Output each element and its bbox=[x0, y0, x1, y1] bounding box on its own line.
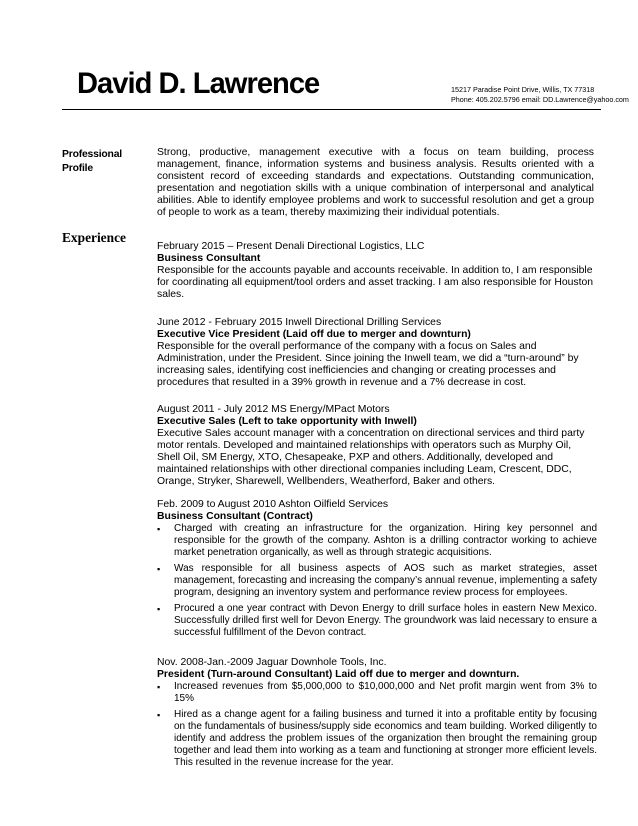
job-entry-denali bbox=[157, 241, 597, 301]
list-item bbox=[157, 563, 597, 599]
resume-name: David D. Lawrence bbox=[77, 67, 320, 100]
job-title: Business Consultant (Contract) bbox=[157, 511, 313, 522]
bullet-icon: ▪ bbox=[157, 710, 161, 720]
job-dates: Nov. 2008-Jan.-2009 Jaguar Downhole Tools, Inc. bbox=[157, 657, 387, 668]
section-label-profile-line2: Profile bbox=[62, 163, 93, 174]
job-entry-jaguar bbox=[157, 657, 597, 773]
bullet-text: Was responsible for all business aspects of AOS such as market strategies, asset management, forecasting and increasing the company’s annual revenue, implementing a safety program, designing an inventory system and performance review process for employees. bbox=[174, 563, 597, 598]
job-bullet-list bbox=[157, 681, 597, 769]
contact-phone-email: Phone: 405.202.5796 email: DD.Lawrence@yahoo.com bbox=[451, 94, 629, 104]
job-dates: June 2012 - February 2015 Inwell Directional Drilling Services bbox=[157, 317, 442, 328]
job-title: Business Consultant bbox=[157, 253, 261, 264]
bullet-icon: ▪ bbox=[157, 524, 161, 534]
list-item bbox=[157, 681, 597, 705]
job-title: President (Turn-around Consultant) Laid off due to merger and downturn. bbox=[157, 669, 520, 680]
job-title: Executive Vice President (Laid off due to merger and downturn) bbox=[157, 329, 471, 340]
header-divider bbox=[62, 109, 601, 110]
job-title: Executive Sales (Left to take opportunity with Inwell) bbox=[157, 416, 417, 427]
list-item bbox=[157, 603, 597, 639]
list-item bbox=[157, 709, 597, 769]
job-dates: Feb. 2009 to August 2010 Ashton Oilfield Services bbox=[157, 499, 389, 510]
bullet-text: Charged with creating an infrastructure for the organization. Hiring key personnel and responsible for the growth of the company. Ashton is a drilling contractor working to achieve market penetration organically, as well as through strategic acquisitions. bbox=[174, 523, 597, 558]
bullet-icon: ▪ bbox=[157, 564, 161, 574]
job-dates: February 2015 – Present Denali Directional Logistics, LLC bbox=[157, 241, 425, 252]
list-item bbox=[157, 523, 597, 559]
job-entry-ms-energy bbox=[157, 404, 597, 488]
job-description: Responsible for the accounts payable and accounts receivable. In addition to, I am responsible for coordinating all equipment/tool orders and asset tracking. I am also responsible for Houston sales. bbox=[157, 265, 594, 300]
job-entry-inwell bbox=[157, 317, 597, 389]
bullet-icon: ▪ bbox=[157, 682, 161, 692]
profile-summary: Strong, productive, management executive with a focus on team building, process management, finance, information systems and business analysis. Results oriented with a consistent record of exceeding standards and expectations. Outstanding communication, presentation and negotiation skills with a unique combination of interpersonal and analytical abilities. Able to identify employee problems and work to successful resolution and get a group of people to work as a team, thereby maximizing their individual potentials. bbox=[157, 147, 594, 218]
section-label-experience: Experience bbox=[62, 230, 126, 245]
job-entry-ashton bbox=[157, 499, 597, 643]
section-label-profile bbox=[62, 148, 122, 176]
bullet-icon: ▪ bbox=[157, 604, 161, 614]
job-description: Executive Sales account manager with a concentration on directional services and third party motor rentals. Developed and maintained relationships with operators such as Murphy Oil, Shell Oil, SM Energy, XTO, Chesapeake, PXP and others. Additionally, developed and maintained relationships with other directional companies including Leam, Crescent, DDC, Orange, Stryker, Sharewell, Wellbenders, Weatherford, Baker and others. bbox=[157, 428, 585, 487]
contact-info bbox=[451, 85, 629, 104]
job-bullet-list bbox=[157, 523, 597, 639]
job-description: Responsible for the overall performance of the company with a focus on Sales and Administration, under the President. Since joining the Inwell team, we did a “turn-around” by increasing sales, identifying cost inefficiencies and changing or creating processes and procedures that resulted in a 39% growth in revenue and a 7% decrease in cost. bbox=[157, 341, 579, 388]
job-dates: August 2011 - July 2012 MS Energy/MPact Motors bbox=[157, 404, 390, 415]
section-label-profile-line1: Professional bbox=[62, 149, 122, 160]
contact-address: 15217 Paradise Point Drive, Willis, TX 77318 bbox=[451, 85, 595, 94]
bullet-text: Increased revenues from $5,000,000 to $10,000,000 and Net profit margin went from 3% to 15% bbox=[174, 681, 597, 704]
bullet-text: Hired as a change agent for a failing business and turned it into a profitable entity by focusing on the fundamentals of business/supply side economics and team building. Worked diligently to identify and address the problem issues of the organization then brought the remaining group together and lead them into working as a team and functioning at stronger more efficient levels. This resulted in the revenue increase for the year. bbox=[174, 709, 597, 768]
bullet-text: Procured a one year contract with Devon Energy to drill surface holes in eastern New Mexico. Successfully drilled first well for Devon Energy. The groundwork was laid necessary to ensure a successful fulfillment of the Devon contract. bbox=[174, 603, 597, 638]
